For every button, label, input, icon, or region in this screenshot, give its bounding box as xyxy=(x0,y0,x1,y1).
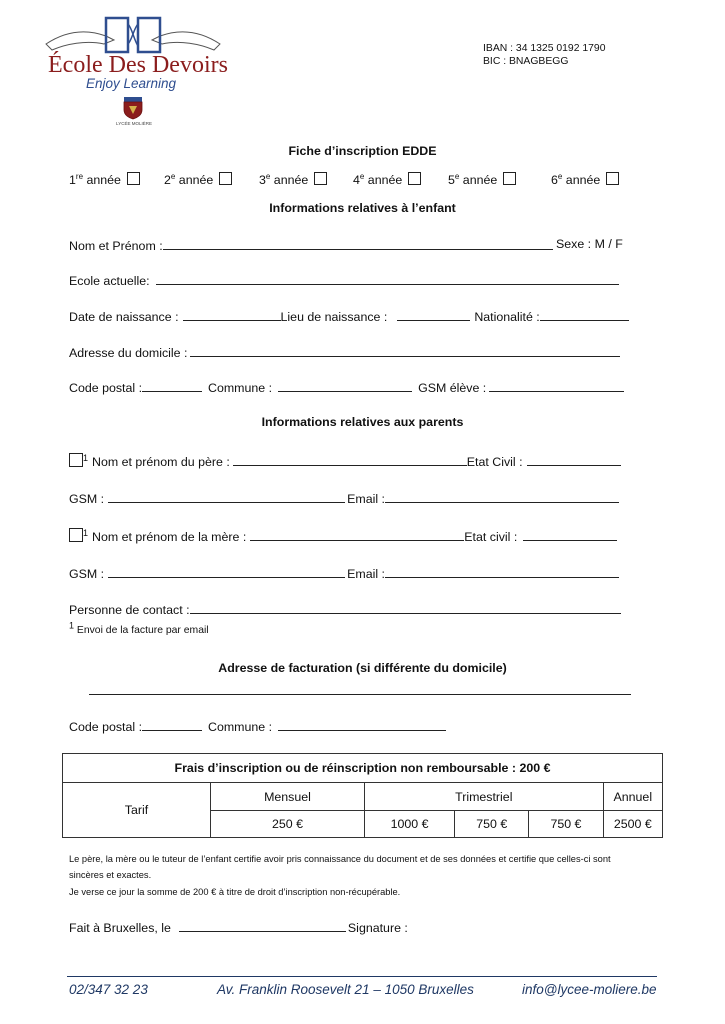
child-name-label: Nom et Prénom : xyxy=(69,239,163,253)
mother-row: $^1$ Nom et prénom de la mère : Etat civil : xyxy=(69,527,617,545)
quarterly-value-1: 1000 € xyxy=(365,811,455,838)
declaration-line-1: Le père, la mère ou le tuteur de l’enfant certifie avoir pris connaissance du document et de ses données et certifie que celles-ci sont xyxy=(69,854,611,864)
year-6: 6e année xyxy=(551,172,619,188)
bic-text: BIC : BNAGBEGG xyxy=(483,56,569,67)
birthplace-field[interactable] xyxy=(397,307,470,321)
year-2-checkbox[interactable] xyxy=(219,172,232,185)
monthly-value: 250 € xyxy=(211,811,365,838)
billing-address-field[interactable] xyxy=(89,694,631,695)
gsm-student-field[interactable] xyxy=(489,378,624,392)
year-2: 2e année xyxy=(164,172,232,188)
child-section-title: Informations relatives à l’enfant xyxy=(269,201,456,215)
mother-email-field[interactable] xyxy=(385,564,619,578)
postal-field[interactable] xyxy=(142,378,202,392)
mother-label: Nom et prénom de la mère : xyxy=(92,530,247,544)
mother-gsm-label: GSM : xyxy=(69,567,105,581)
mother-civil-field[interactable] xyxy=(523,527,617,541)
school-name: École Des Devoirs xyxy=(48,52,228,78)
birthdate-label: Date de naissance : xyxy=(69,310,179,324)
school-row xyxy=(69,271,619,289)
tarif-label: Tarif xyxy=(63,783,211,838)
iban-text: IBAN : 34 1325 0192 1790 xyxy=(483,43,606,54)
lycee-crest xyxy=(120,96,146,120)
father-civil-field[interactable] xyxy=(527,452,621,466)
year-5: 5e année xyxy=(448,172,516,188)
hands-books-icon xyxy=(44,14,222,56)
annual-value: 2500 € xyxy=(603,811,662,838)
col-quarterly: Trimestriel xyxy=(365,783,604,811)
place-date-label: Fait à Bruxelles, le xyxy=(69,921,171,935)
child-name-row xyxy=(69,236,553,254)
declaration-line-3: Je verse ce jour la somme de 200 € à titre de droit d’inscription non-récupérable. xyxy=(69,887,401,897)
father-name-field[interactable] xyxy=(233,452,467,466)
year-6-checkbox[interactable] xyxy=(606,172,619,185)
child-name-field[interactable] xyxy=(163,236,553,250)
postal-label: Code postal : xyxy=(69,381,143,395)
year-5-checkbox[interactable] xyxy=(503,172,516,185)
gsm-student-label: GSM élève : xyxy=(418,381,487,395)
year-1: 1re année xyxy=(69,172,140,188)
col-annual: Annuel xyxy=(603,783,662,811)
date-field[interactable] xyxy=(179,918,346,932)
father-contact-row xyxy=(69,489,619,507)
father-email-field[interactable] xyxy=(385,489,619,503)
footnote: $^1$ Envoi de la facture par email xyxy=(69,620,209,636)
mother-email-label: Email : xyxy=(347,567,385,581)
year-3: 3e année xyxy=(259,172,327,188)
mother-name-field[interactable] xyxy=(250,527,464,541)
col-monthly: Mensuel xyxy=(211,783,365,811)
address-label: Adresse du domicile : xyxy=(69,346,188,360)
billing-title: Adresse de facturation (si différente du domicile) xyxy=(218,661,507,675)
contact-field[interactable] xyxy=(190,600,621,614)
billing-commune-field[interactable] xyxy=(278,717,446,731)
commune-label: Commune : xyxy=(208,381,273,395)
sex-label: Sexe : M / F xyxy=(556,237,623,251)
commune-field[interactable] xyxy=(278,378,412,392)
crest-text: LYCÉE MOLIÈRE xyxy=(116,121,152,126)
declaration-line-2: sincères et exactes. xyxy=(69,870,152,880)
footnote-text: Envoi de la facture par email xyxy=(76,625,209,636)
mother-gsm-field[interactable] xyxy=(108,564,345,578)
address-row xyxy=(69,343,620,361)
billing-commune-label: Commune : xyxy=(208,720,273,734)
mother-contact-row xyxy=(69,564,619,582)
contact-row xyxy=(69,600,621,618)
mother-invoice-checkbox[interactable] xyxy=(69,528,83,542)
school-tagline: Enjoy Learning xyxy=(86,76,177,91)
contact-label: Personne de contact : xyxy=(69,603,190,617)
year-1-checkbox[interactable] xyxy=(127,172,140,185)
billing-postal-label: Code postal : xyxy=(69,720,143,734)
quarterly-value-3: 750 € xyxy=(529,811,603,838)
birthdate-field[interactable] xyxy=(183,307,281,321)
mother-civil-label: Etat civil : xyxy=(464,530,518,544)
footer-address: Av. Franklin Roosevelt 21 – 1050 Bruxelles xyxy=(217,982,474,997)
father-email-label: Email : xyxy=(347,492,385,506)
parents-section-title: Informations relatives aux parents xyxy=(261,415,464,429)
billing-postal-row xyxy=(69,717,446,735)
school-field[interactable] xyxy=(156,271,619,285)
father-invoice-checkbox[interactable] xyxy=(69,453,83,467)
form-title: Fiche d’inscription EDDE xyxy=(288,144,437,158)
father-gsm-field[interactable] xyxy=(108,489,345,503)
year-4: 4e année xyxy=(353,172,421,188)
father-row: $^1$ Nom et prénom du père : Etat Civil : xyxy=(69,452,621,470)
fees-table xyxy=(62,753,663,838)
school-label: Ecole actuelle: xyxy=(69,274,150,288)
birth-row xyxy=(69,307,629,325)
nationality-field[interactable] xyxy=(540,307,629,321)
billing-postal-field[interactable] xyxy=(142,717,202,731)
quarterly-value-2: 750 € xyxy=(455,811,529,838)
footer-divider xyxy=(67,976,657,977)
shield-icon xyxy=(120,96,146,120)
nationality-label: Nationalité : xyxy=(474,310,540,324)
father-gsm-label: GSM : xyxy=(69,492,105,506)
footer-phone: 02/347 32 23 xyxy=(69,982,148,997)
year-4-checkbox[interactable] xyxy=(408,172,421,185)
child-postal-row xyxy=(69,378,624,396)
signature-row xyxy=(69,918,408,936)
father-label: Nom et prénom du père : xyxy=(92,455,230,469)
birthplace-label: Lieu de naissance : xyxy=(280,310,388,324)
school-logo xyxy=(44,14,228,134)
signature-label: Signature : xyxy=(347,921,408,935)
year-3-checkbox[interactable] xyxy=(314,172,327,185)
fees-header: Frais d’inscription ou de réinscription non remboursable : 200 € xyxy=(63,754,663,783)
footer-email: info@lycee-moliere.be xyxy=(522,982,657,997)
address-field[interactable] xyxy=(190,343,620,357)
father-civil-label: Etat Civil : xyxy=(466,455,523,469)
